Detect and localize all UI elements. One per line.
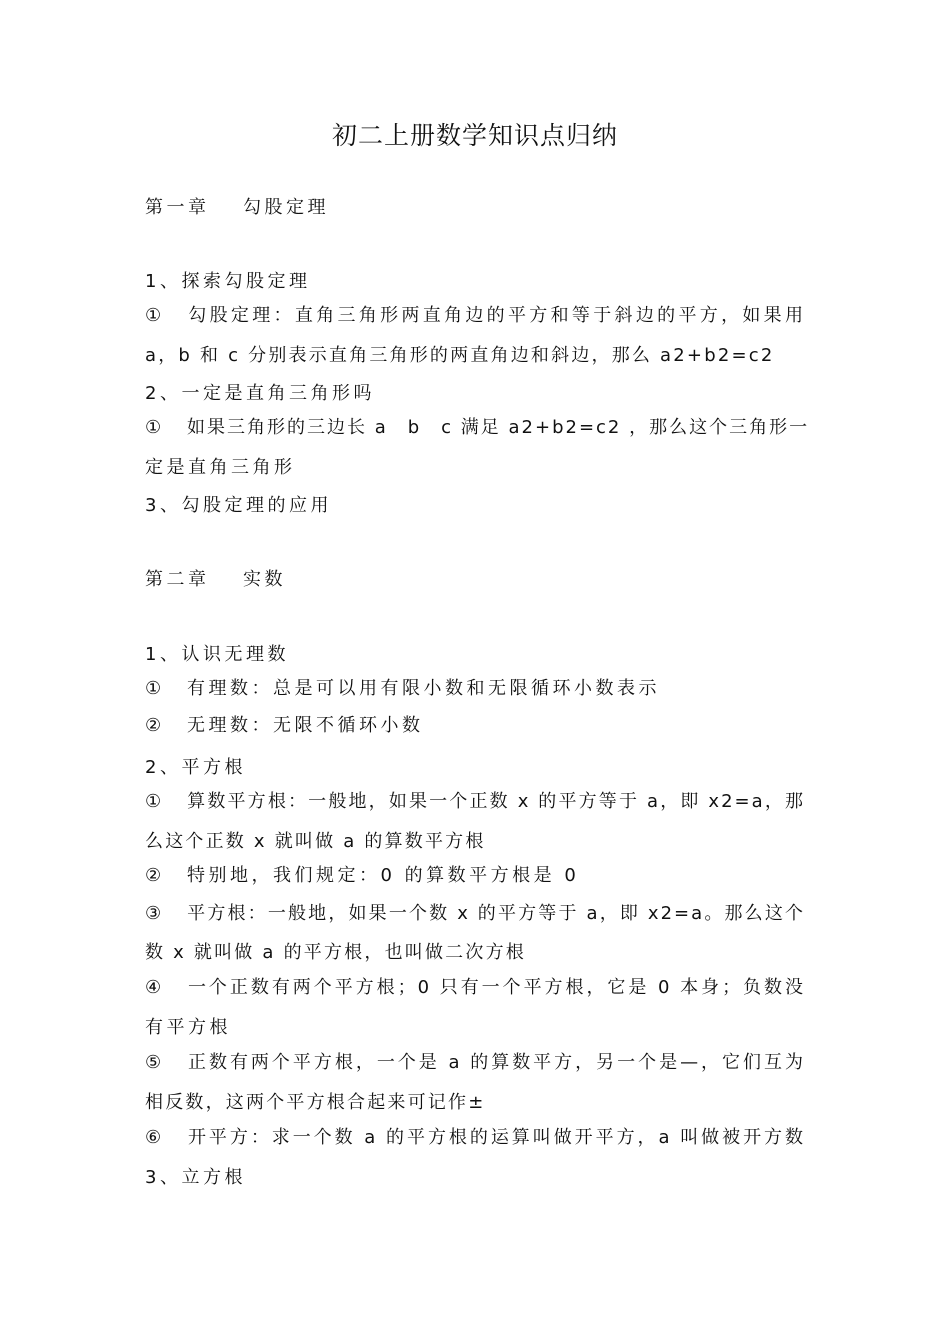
item-marker: ① bbox=[145, 678, 162, 699]
item-marker: ⑥ bbox=[145, 1127, 162, 1148]
item-text: 算数平方根：一般地，如果一个正数 x 的平方等于 a，即 x2=a，那 bbox=[187, 791, 805, 812]
item-text: 有理数：总是可以用有限小数和无限循环小数表示 bbox=[187, 678, 660, 699]
item-text-continued: a，b 和 c 分别表示直角三角形的两直角边和斜边，那么 a2+b2=c2 bbox=[145, 345, 775, 366]
document-title: 初二上册数学知识点归纳 bbox=[331, 121, 618, 150]
chapter-heading bbox=[145, 196, 329, 220]
item-marker: ① bbox=[145, 791, 162, 812]
item-marker: ③ bbox=[145, 903, 162, 924]
item-text: 开平方：求一个数 a 的平方根的运算叫做开平方，a 叫做被开方数 bbox=[187, 1127, 805, 1148]
item-text: 一个正数有两个平方根；0 只有一个平方根，它是 0 本身；负数没 bbox=[187, 977, 805, 998]
item-text-continued: 数 x 就叫做 a 的平方根，也叫做二次方根 bbox=[145, 942, 526, 963]
section-heading: 1、认识无理数 bbox=[145, 644, 289, 665]
chapter-number: 第一章 bbox=[145, 197, 210, 218]
item-text-continued: 定是直角三角形 bbox=[145, 457, 296, 478]
list-item bbox=[145, 976, 805, 1000]
list-item bbox=[145, 1051, 805, 1075]
item-text: 正数有两个平方根，一个是 a 的算数平方，另一个是—，它们互为 bbox=[187, 1052, 805, 1073]
section-heading: 3、立方根 bbox=[145, 1167, 246, 1188]
item-text: 如果三角形的三边长 a b c 满足 a2+b2=c2 ，那么这个三角形一 bbox=[187, 417, 810, 438]
item-text-continued: 么这个正数 x 就叫做 a 的算数平方根 bbox=[145, 831, 486, 852]
item-text: 无理数：无限不循环小数 bbox=[187, 715, 424, 736]
chapter-number: 第二章 bbox=[145, 569, 210, 590]
item-text-continued: 有平方根 bbox=[145, 1017, 231, 1038]
list-item bbox=[145, 416, 810, 440]
item-text-continued: 相反数，这两个平方根合起来可记作± bbox=[145, 1092, 486, 1113]
item-text: 勾股定理：直角三角形两直角边的平方和等于斜边的平方，如果用 bbox=[187, 305, 805, 326]
item-text: 平方根：一般地，如果一个数 x 的平方等于 a，即 x2=a。那么这个 bbox=[187, 903, 805, 924]
item-marker: ② bbox=[145, 715, 162, 736]
list-item bbox=[145, 902, 805, 926]
list-item bbox=[145, 1126, 805, 1150]
list-item bbox=[145, 304, 805, 328]
list-item bbox=[145, 677, 660, 701]
section-heading: 2、一定是直角三角形吗 bbox=[145, 383, 375, 404]
section-heading: 1、探索勾股定理 bbox=[145, 271, 311, 292]
list-item bbox=[145, 790, 805, 814]
chapter-heading bbox=[145, 568, 286, 592]
item-text: 特别地，我们规定：0 的算数平方根是 0 bbox=[187, 865, 580, 886]
item-marker: ④ bbox=[145, 977, 162, 998]
item-marker: ② bbox=[145, 865, 162, 886]
section-heading: 2、平方根 bbox=[145, 757, 246, 778]
item-marker: ⑤ bbox=[145, 1052, 162, 1073]
chapter-name: 勾股定理 bbox=[243, 197, 329, 218]
list-item bbox=[145, 864, 579, 888]
item-marker: ① bbox=[145, 417, 162, 438]
item-marker: ① bbox=[145, 305, 162, 326]
section-heading: 3、勾股定理的应用 bbox=[145, 495, 332, 516]
chapter-name: 实数 bbox=[243, 569, 286, 590]
list-item bbox=[145, 714, 424, 738]
